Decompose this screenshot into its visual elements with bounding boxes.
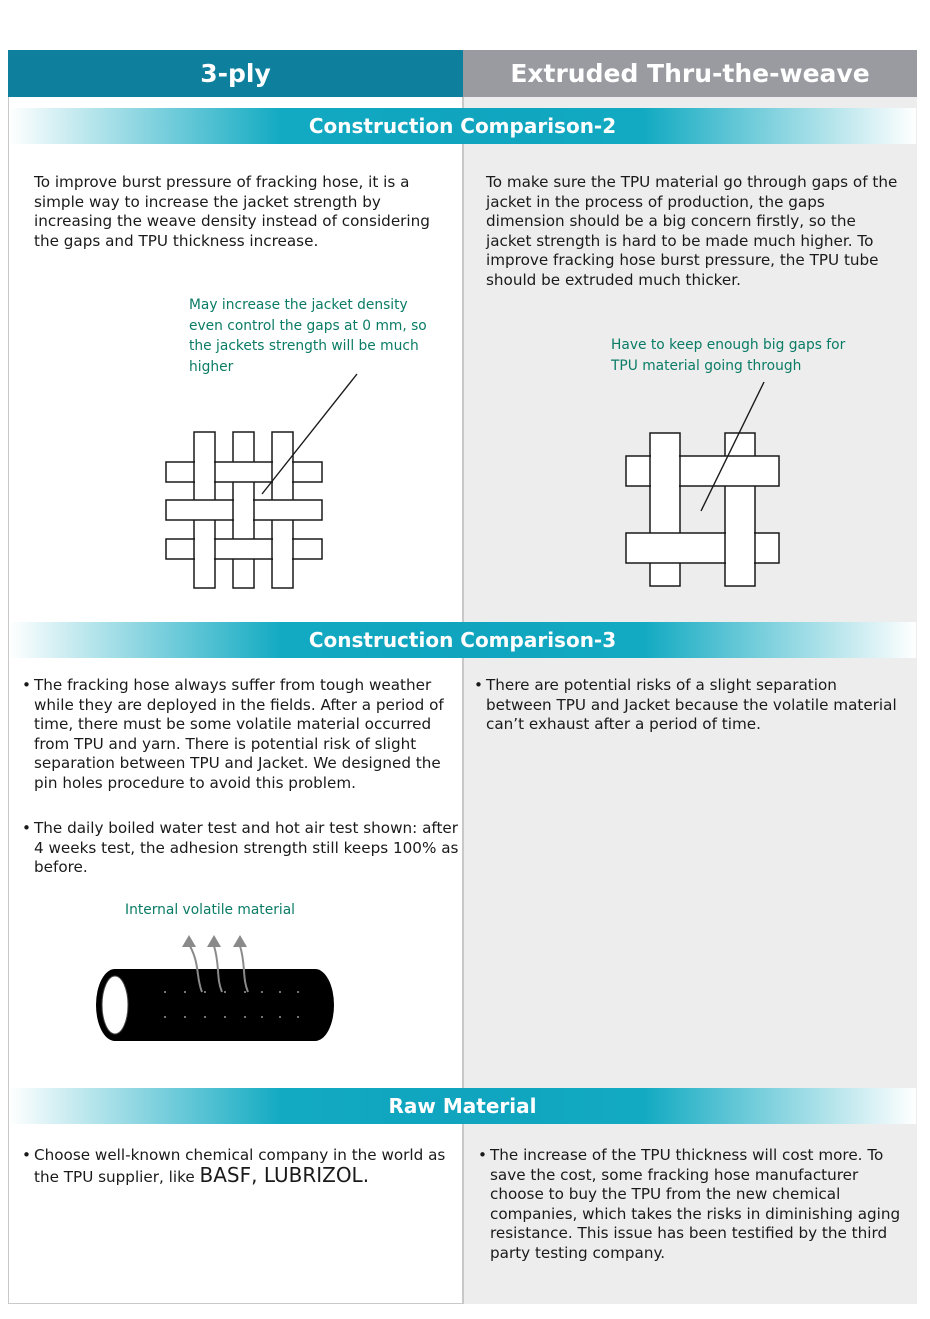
construction2-left-text: To improve burst pressure of fracking hose, it is a simple way to increase the jacket strength by increasing the weave density instead of considering the gaps and TPU thickness increase.	[34, 173, 430, 250]
construction2-right-text: To make sure the TPU material go through gaps of the jacket in the process of production, the gaps dimension should be a big concern firstly, so the jacket strength is hard to be made much higher. To improve fracking hose burst pressure, the TPU tube should be extruded much thicker.	[486, 173, 898, 289]
raw-material-right-text: • The increase of the TPU thickness will cost more. To save the cost, some fracking hose manufacturer choose to buy the TPU from the new chemical companies, which takes the risks in diminishing aging resistance. This issue has been testified by the third party testing company.	[478, 1146, 916, 1263]
construction2-right-note: Have to keep enough big gaps for TPU material going through	[611, 337, 846, 374]
raw-material-left-text	[22, 1146, 464, 1187]
raw-material-left-prefix: Choose well-known chemical company in the world as the TPU supplier, like	[34, 1146, 446, 1186]
section-title-construction-3: Construction Comparison-3	[9, 622, 916, 658]
section-title-construction-2: Construction Comparison-2	[9, 108, 916, 144]
section-title-raw-material: Raw Material	[9, 1088, 916, 1124]
construction2-left-note: May increase the jacket density even control the gaps at 0 mm, so the jackets strength will be much higher	[189, 297, 427, 375]
construction3-left-bullet-2: • The daily boiled water test and hot air test shown: after 4 weeks test, the adhesion strength still keeps 100% as before.	[22, 819, 462, 878]
header-extruded: Extruded Thru-the-weave	[463, 50, 917, 97]
raw-material-brands: BASF, LUBRIZOL.	[199, 1162, 370, 1187]
header-3-ply: 3-ply	[8, 50, 463, 97]
construction3-left-bullet-1: • The fracking hose always suffer from tough weather while they are deployed in the fields. After a period of time, there must be some volatile material occurred from TPU and yarn. There is potential risk of slight separation between TPU and Jacket. We designed the pin holes procedure to avoid this problem.	[22, 676, 462, 793]
construction3-right-bullet-1: • There are potential risks of a slight separation between TPU and Jacket because the volatile material can’t exhaust after a period of time.	[474, 676, 906, 735]
volatile-material-note: Internal volatile material	[125, 902, 295, 918]
